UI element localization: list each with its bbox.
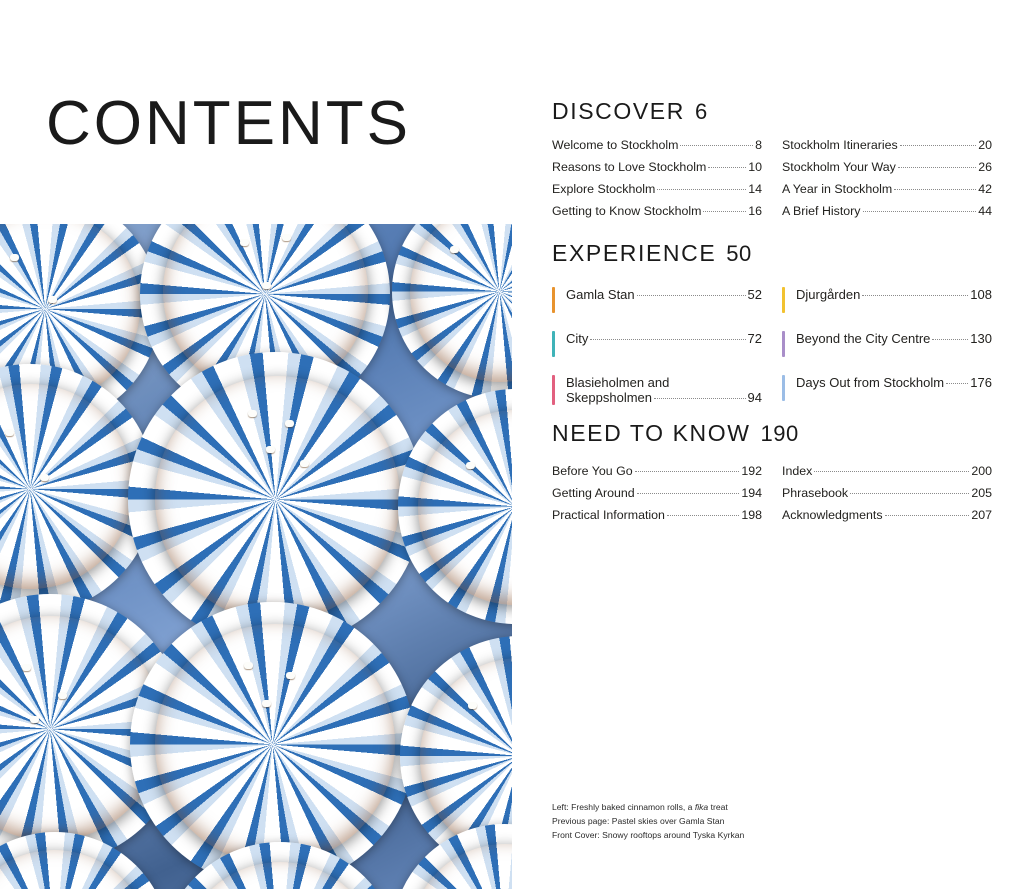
toc-label: Getting Around — [552, 486, 635, 501]
leader-dots — [590, 339, 745, 340]
category-color-bar — [552, 331, 555, 357]
toc-label: Index — [782, 464, 813, 478]
section-title: NEED TO KNOW — [552, 420, 751, 446]
category-color-bar — [782, 375, 785, 401]
toc-page: 44 — [978, 204, 992, 219]
pearl-sugar — [58, 692, 67, 699]
pearl-sugar — [300, 460, 309, 467]
leader-dots — [814, 471, 969, 472]
toc-entry[interactable] — [782, 287, 992, 313]
leader-dots — [708, 167, 746, 168]
toc-label: Djurgården — [796, 287, 861, 302]
pearl-sugar — [248, 410, 257, 417]
caption-line-2: Previous page: Pastel skies over Gamla Stan — [552, 816, 725, 827]
toc-label: Gamla Stan — [566, 287, 635, 302]
pearl-sugar — [30, 716, 39, 723]
toc-label: Reasons to Love Stockholm — [552, 160, 707, 175]
pearl-sugar — [10, 254, 19, 261]
section-need-to-know — [552, 420, 992, 531]
toc-label: Practical Information — [552, 508, 665, 523]
section-title: EXPERIENCE — [552, 240, 717, 266]
page-title: CONTENTS — [46, 89, 411, 158]
toc-page: 20 — [978, 138, 992, 152]
toc-entry[interactable] — [782, 183, 992, 196]
pearl-sugar — [266, 446, 275, 453]
caption-line-1 — [552, 800, 952, 814]
caption-text-italic: fika — [694, 802, 709, 812]
toc-entry[interactable] — [782, 139, 992, 152]
pearl-sugar — [468, 702, 477, 709]
pearl-sugar — [282, 234, 291, 241]
toc-column-left — [552, 139, 762, 227]
pearl-sugar — [48, 296, 57, 303]
toc-entry[interactable] — [552, 183, 762, 196]
toc-entry[interactable] — [552, 161, 762, 174]
cinnamon-rolls-photo — [0, 224, 512, 889]
toc-page: 72 — [747, 331, 762, 346]
toc-entry[interactable] — [782, 161, 992, 174]
toc-label-line2: Skeppsholmen — [566, 390, 652, 405]
pearl-sugar — [286, 672, 295, 679]
toc-entry[interactable] — [552, 139, 762, 152]
toc-page: 16 — [748, 204, 762, 219]
toc-entry[interactable] — [782, 331, 992, 357]
toc-entry[interactable] — [782, 375, 992, 401]
pearl-sugar — [466, 462, 475, 469]
toc-column-right — [782, 465, 992, 531]
leader-dots — [850, 493, 969, 494]
pearl-sugar — [40, 474, 49, 481]
section-title: DISCOVER — [552, 98, 685, 124]
leader-dots — [894, 189, 976, 190]
toc-entry[interactable] — [782, 205, 992, 218]
caption-text-a: Left: Freshly baked cinnamon rolls, a — [552, 802, 695, 812]
leader-dots — [667, 515, 739, 516]
leader-dots — [680, 145, 753, 146]
toc-column-right — [782, 287, 992, 423]
pearl-sugar — [262, 282, 271, 289]
pearl-sugar — [244, 662, 253, 669]
cinnamon-roll — [155, 624, 395, 864]
leader-dots — [946, 383, 968, 384]
cinnamon-roll — [155, 376, 400, 621]
toc-entry[interactable] — [782, 487, 992, 500]
category-color-bar — [552, 375, 555, 405]
leader-dots — [657, 189, 746, 190]
pearl-sugar — [285, 420, 294, 427]
leader-dots — [654, 398, 746, 399]
section-page: 190 — [760, 421, 799, 446]
toc-page: 14 — [748, 182, 762, 197]
toc-entry[interactable] — [552, 465, 762, 478]
toc-entry[interactable] — [552, 331, 762, 357]
toc-page: 130 — [970, 331, 992, 346]
pearl-sugar — [450, 246, 459, 253]
category-color-bar — [552, 287, 555, 313]
toc-page: 192 — [741, 464, 762, 478]
pearl-sugar — [262, 700, 271, 707]
leader-dots — [900, 145, 977, 146]
toc-page: 200 — [971, 464, 992, 478]
pearl-sugar — [240, 239, 249, 246]
caption-line-3: Front Cover: Snowy rooftops around Tyska Kyrkan — [552, 830, 745, 841]
toc-entry[interactable] — [552, 487, 762, 500]
section-experience — [552, 240, 992, 423]
toc-label: Getting to Know Stockholm — [552, 204, 702, 219]
toc-page: 26 — [978, 160, 992, 175]
leader-dots — [862, 295, 968, 296]
toc-column-right — [782, 139, 992, 227]
toc-column-left — [552, 287, 762, 423]
section-page: 50 — [726, 241, 752, 266]
toc-label: Acknowledgments — [782, 508, 883, 523]
leader-dots — [637, 295, 746, 296]
section-heading — [552, 420, 992, 447]
toc-entry[interactable] — [782, 509, 992, 522]
leader-dots — [863, 211, 977, 212]
toc-label: Blasieholmen and — [566, 375, 670, 390]
category-color-bar — [782, 287, 785, 313]
toc-label: Days Out from Stockholm — [796, 375, 945, 390]
toc-page: 52 — [747, 287, 762, 302]
toc-column-left — [552, 465, 762, 531]
toc-label: Phrasebook — [782, 486, 849, 501]
toc-label: Stockholm Itineraries — [782, 138, 898, 152]
toc-label: A Year in Stockholm — [782, 182, 893, 197]
toc-entry[interactable] — [552, 375, 762, 405]
section-heading — [552, 240, 992, 267]
pearl-sugar — [5, 429, 14, 436]
photo-credits — [552, 800, 952, 843]
toc-label: Stockholm Your Way — [782, 160, 896, 175]
toc-entry[interactable] — [552, 205, 762, 218]
toc-label: Beyond the City Centre — [796, 331, 931, 346]
toc-page: 108 — [970, 287, 992, 302]
toc-page: 8 — [755, 138, 762, 152]
toc-label: Welcome to Stockholm — [552, 138, 679, 152]
pearl-sugar — [22, 664, 31, 671]
toc-label: Before You Go — [552, 464, 633, 478]
section-discover — [552, 98, 992, 227]
toc-entry[interactable] — [552, 509, 762, 522]
right-column — [552, 0, 992, 889]
caption-text-b: treat — [708, 802, 728, 812]
toc-page: 205 — [971, 486, 992, 501]
leader-dots — [898, 167, 976, 168]
toc-page: 10 — [748, 160, 762, 175]
toc-entry[interactable] — [782, 465, 992, 478]
section-page: 6 — [694, 99, 708, 124]
toc-page: 176 — [970, 375, 992, 390]
toc-label: Explore Stockholm — [552, 182, 656, 197]
leader-dots — [635, 471, 740, 472]
toc-page: 198 — [741, 508, 762, 523]
toc-page: 94 — [747, 390, 762, 405]
toc-label: City — [566, 331, 589, 346]
category-color-bar — [782, 331, 785, 357]
toc-entry[interactable] — [552, 287, 762, 313]
leader-dots — [637, 493, 740, 494]
leader-dots — [932, 339, 968, 340]
leader-dots — [885, 515, 970, 516]
toc-page: 194 — [741, 486, 762, 501]
toc-page: 207 — [971, 508, 992, 523]
toc-page: 42 — [978, 182, 992, 197]
toc-label: A Brief History — [782, 204, 861, 219]
section-heading — [552, 98, 992, 125]
leader-dots — [703, 211, 746, 212]
